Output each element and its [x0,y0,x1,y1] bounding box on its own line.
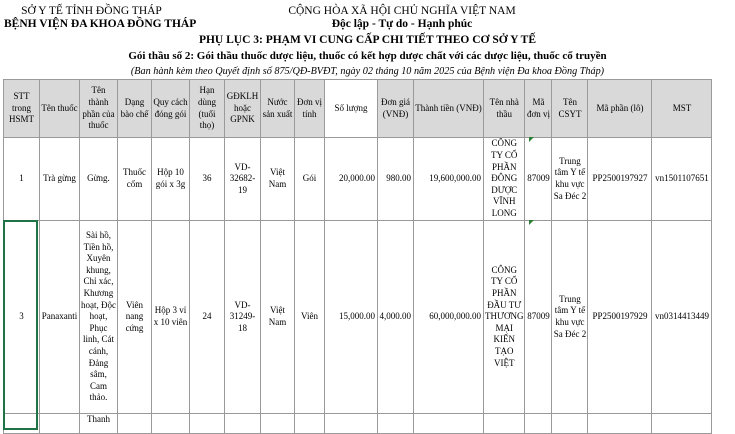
col-tax-code[interactable]: MST [652,80,712,138]
col-expiry[interactable]: Hạn dùng (tuổi thọ) [190,80,225,138]
department-name: SỞ Y TẾ TỈNH ĐỒNG THÁP [21,5,162,17]
cell-quantity[interactable]: 15,000.00 [325,221,378,414]
cell-contractor[interactable] [484,414,525,434]
col-stt[interactable]: STT trong HSMT [4,80,40,138]
col-lot[interactable]: Mã phần (lô) [588,80,652,138]
cell-expiry[interactable] [190,414,225,434]
cell-unit[interactable]: Gói [295,138,325,221]
cell-quantity[interactable]: 20,000.00 [325,138,378,221]
cell-dosage-form[interactable]: Thuốc cốm [118,138,152,221]
cell-facility[interactable]: Trung tâm Y tế khu vực Sa Đéc 2 [552,138,588,221]
cell-drug-name[interactable]: Panaxanti [40,221,80,414]
cell-country[interactable]: Việt Nam [261,138,295,221]
cell-contractor[interactable]: CÔNG TY CỔ PHẦN ĐẦU TƯ THƯƠNG MẠI KIẾN TẠO VIỆT [484,221,525,414]
cell-lot[interactable]: PP2500197929 [588,221,652,414]
col-unit[interactable]: Đơn vị tính [295,80,325,138]
cell-unit[interactable]: Viên [295,221,325,414]
cell-country[interactable] [261,414,295,434]
cell-ingredients[interactable]: Thanh [80,414,118,434]
cell-facility[interactable] [552,414,588,434]
cell-ingredients[interactable]: Sài hồ, Tiền hồ, Xuyên khung, Chỉ xác, Khương hoạt, Độc hoạt, Phục linh, Cát cánh, Đảng sâm, Cam thảo. [80,221,118,414]
cell-expiry[interactable]: 36 [190,138,225,221]
cell-unit[interactable] [295,414,325,434]
table-row [4,221,712,414]
cell-packaging[interactable] [152,414,190,434]
cell-registration[interactable]: VD-31249-18 [225,221,261,414]
col-country[interactable]: Nước sản xuất [261,80,295,138]
col-facility[interactable]: Tên CSYT [552,80,588,138]
col-total[interactable]: Thành tiền (VNĐ) [414,80,484,138]
cell-dosage-form[interactable] [118,414,152,434]
cell-unit-code[interactable]: 87009 [525,138,552,221]
table-row [4,414,712,434]
cell-dosage-form[interactable]: Viên nang cứng [118,221,152,414]
appendix-title: PHỤ LỤC 3: PHẠM VI CUNG CẤP CHI TIẾT THEO CƠ SỞ Y TẾ [198,34,537,46]
supply-scope-table [3,79,712,434]
cell-stt[interactable]: 3 [4,221,40,414]
cell-expiry[interactable]: 24 [190,221,225,414]
cell-packaging[interactable]: Hộp 10 gói x 3g [152,138,190,221]
republic-title: CỘNG HÒA XÃ HỘI CHỦ NGHĨA VIỆT NAM [288,5,516,17]
col-packaging[interactable]: Quy cách đóng gói [152,80,190,138]
col-dosage-form[interactable]: Dạng bào chế [118,80,152,138]
cell-stt[interactable] [4,414,40,434]
cell-unit-price[interactable] [378,414,414,434]
cell-unit-code[interactable]: 87009 [525,221,552,414]
cell-registration[interactable]: VD-32682-19 [225,138,261,221]
error-indicator-icon [529,137,534,142]
cell-stt[interactable]: 1 [4,138,40,221]
col-contractor[interactable]: Tên nhà thầu [484,80,525,138]
hospital-name: BỆNH VIỆN ĐA KHOA ĐỒNG THÁP [4,18,197,30]
col-unit-price[interactable]: Đơn giá (VNĐ) [378,80,414,138]
cell-tax-code[interactable]: vn0314413449 [652,221,712,414]
col-drug-name[interactable]: Tên thuốc [40,80,80,138]
motto: Độc lập - Tự do - Hạnh phúc [331,18,473,30]
cell-country[interactable]: Việt Nam [261,221,295,414]
cell-unit-price[interactable]: 4,000.00 [378,221,414,414]
cell-unit-price[interactable]: 980.00 [378,138,414,221]
cell-total[interactable] [414,414,484,434]
cell-registration[interactable] [225,414,261,434]
cell-total[interactable]: 60,000,000.00 [414,221,484,414]
cell-ingredients[interactable]: Gừng. [80,138,118,221]
col-ingredients[interactable]: Tên thành phần của thuốc [80,80,118,138]
cell-lot[interactable] [588,414,652,434]
cell-packaging[interactable]: Hộp 3 vỉ x 10 viên [152,221,190,414]
cell-quantity[interactable] [325,414,378,434]
error-indicator-icon [529,220,534,225]
decision-note: (Ban hành kèm theo Quyết định số 875/QĐ-BVĐT, ngày 02 tháng 10 năm 2025 của Bệnh viện Đa khoa Đồng Tháp) [130,66,605,77]
table-row [4,138,712,221]
col-unit-code[interactable]: Mã đơn vị [525,80,552,138]
col-registration[interactable]: GĐKLH hoặc GPNK [225,80,261,138]
cell-facility[interactable]: Trung tâm Y tế khu vực Sa Đéc 2 [552,221,588,414]
header-row [4,80,712,138]
cell-unit-code[interactable] [525,414,552,434]
cell-contractor[interactable]: CÔNG TY CỔ PHẦN ĐÔNG DƯỢC VĨNH LONG [484,138,525,221]
col-quantity[interactable]: Số lượng [325,80,378,138]
cell-tax-code[interactable] [652,414,712,434]
cell-drug-name[interactable]: Trà gừng [40,138,80,221]
cell-drug-name[interactable] [40,414,80,434]
cell-total[interactable]: 19,600,000.00 [414,138,484,221]
cell-lot[interactable]: PP2500197927 [588,138,652,221]
cell-tax-code[interactable]: vn1501107651 [652,138,712,221]
package-title: Gói thầu số 2: Gói thầu thuốc dược liệu, thuốc có kết hợp dược chất với các dược liệu, thuốc cổ truyền [128,50,607,62]
